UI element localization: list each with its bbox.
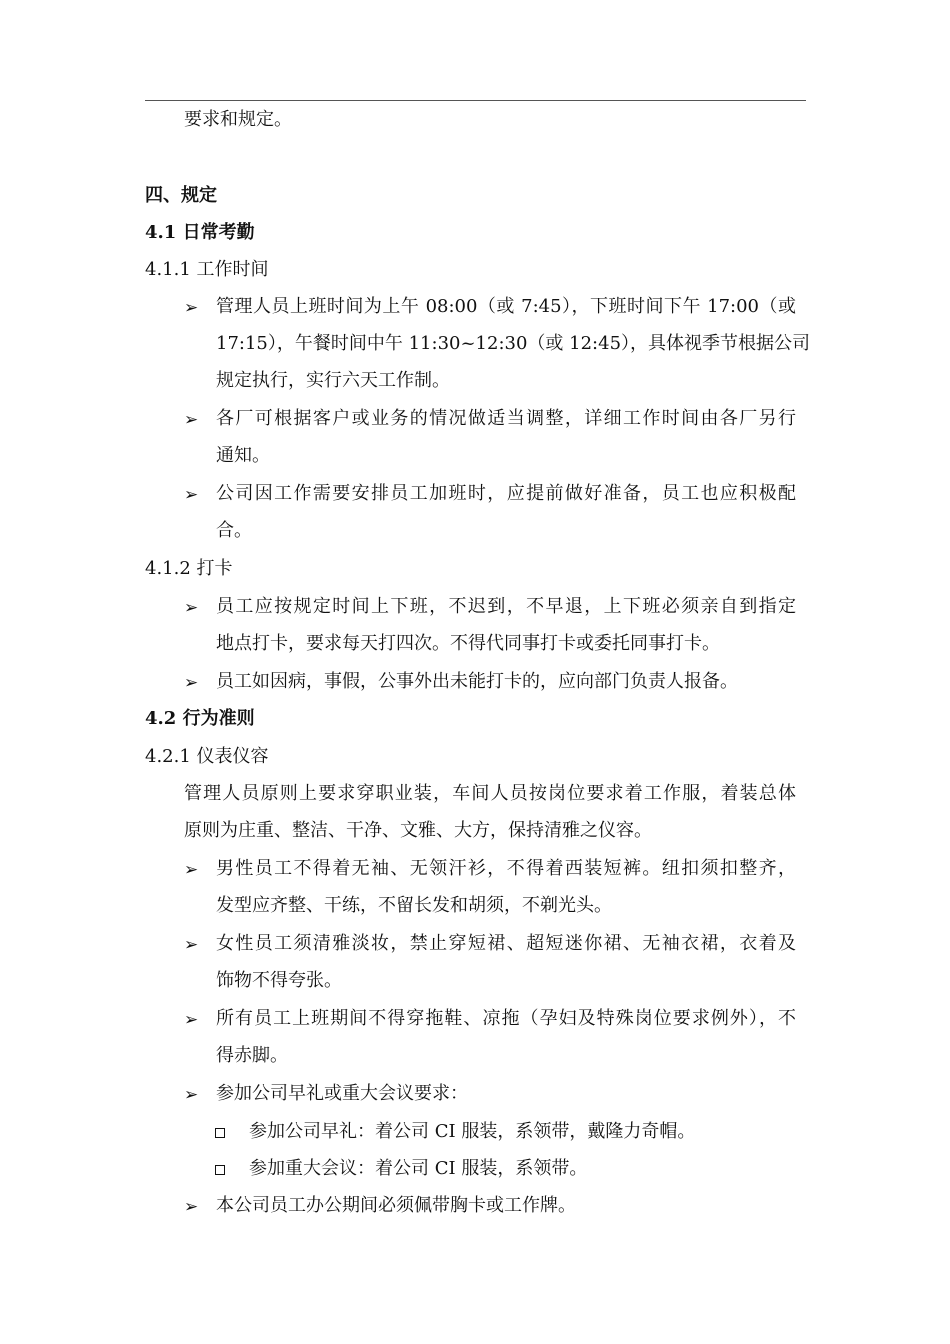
square-bullet-icon xyxy=(215,1165,225,1175)
bullet-arrow-icon: ➢ xyxy=(184,410,199,430)
paragraph-text: 原则为庄重、整洁、干净、文雅、大方，保持清雅之仪容。 xyxy=(184,820,652,841)
bullet-text: 通知。 xyxy=(216,445,270,466)
bullet-text: 得赤脚。 xyxy=(216,1045,288,1066)
subsection-heading: 4.1 日常考勤 xyxy=(145,222,255,243)
bullet-text: 所有员工上班期间不得穿拖鞋、凉拖（孕妇及特殊岗位要求例外），不 xyxy=(216,1008,796,1029)
bullet-text: 发型应齐整、干练，不留长发和胡须，不剃光头。 xyxy=(216,895,612,916)
section-heading: 四、规定 xyxy=(145,185,217,206)
bullet-arrow-icon: ➢ xyxy=(184,298,199,318)
bullet-arrow-icon: ➢ xyxy=(184,673,199,693)
bullet-arrow-icon: ➢ xyxy=(184,1010,199,1030)
bullet-text: 员工应按规定时间上下班，不迟到，不早退，上下班必须亲自到指定 xyxy=(216,596,796,617)
bullet-text: 地点打卡，要求每天打四次。不得代同事打卡或委托同事打卡。 xyxy=(216,633,720,654)
bullet-text: 公司因工作需要安排员工加班时，应提前做好准备，员工也应积极配 xyxy=(216,483,796,504)
bullet-arrow-icon: ➢ xyxy=(184,485,199,505)
bullet-arrow-icon: ➢ xyxy=(184,860,199,880)
bullet-text: 各厂可根据客户或业务的情况做适当调整，详细工作时间由各厂另行 xyxy=(216,408,796,429)
sub-bullet-text: 参加公司早礼：着公司 CI 服装，系领带，戴隆力奇帽。 xyxy=(249,1121,696,1142)
bullet-text: 规定执行，实行六天工作制。 xyxy=(216,370,450,391)
subsection-heading: 4.2 行为准则 xyxy=(145,708,255,729)
bullet-arrow-icon: ➢ xyxy=(184,1197,199,1217)
bullet-text: 女性员工须清雅淡妆，禁止穿短裙、超短迷你裙、无袖衣裙，衣着及 xyxy=(216,933,796,954)
subsubsection-heading: 4.1.2 打卡 xyxy=(145,558,233,579)
bullet-text: 参加公司早礼或重大会议要求： xyxy=(216,1083,468,1104)
text-line: 要求和规定。 xyxy=(184,109,292,130)
bullet-text: 本公司员工办公期间必须佩带胸卡或工作牌。 xyxy=(216,1195,576,1216)
bullet-arrow-icon: ➢ xyxy=(184,1085,199,1105)
bullet-text: 员工如因病，事假，公事外出未能打卡的，应向部门负责人报备。 xyxy=(216,671,738,692)
bullet-text: 管理人员上班时间为上午 08:00（或 7:45），下班时间下午 17:00（或 xyxy=(216,296,796,317)
bullet-arrow-icon: ➢ xyxy=(184,598,199,618)
bullet-text: 饰物不得夸张。 xyxy=(216,970,342,991)
bullet-text: 17:15），午餐时间中午 11:30~12:30（或 12:45），具体视季节根据公司 xyxy=(216,333,811,354)
square-bullet-icon xyxy=(215,1128,225,1138)
header-rule xyxy=(145,100,806,101)
bullet-text: 合。 xyxy=(216,520,252,541)
subsubsection-heading: 4.2.1 仪表仪容 xyxy=(145,746,269,767)
subsubsection-heading: 4.1.1 工作时间 xyxy=(145,259,269,280)
sub-bullet-text: 参加重大会议：着公司 CI 服装，系领带。 xyxy=(249,1158,588,1179)
bullet-text: 男性员工不得着无袖、无领汗衫，不得着西装短裤。纽扣须扣整齐， xyxy=(216,858,796,879)
bullet-arrow-icon: ➢ xyxy=(184,935,199,955)
paragraph-text: 管理人员原则上要求穿职业装，车间人员按岗位要求着工作服，着装总体 xyxy=(184,783,796,804)
